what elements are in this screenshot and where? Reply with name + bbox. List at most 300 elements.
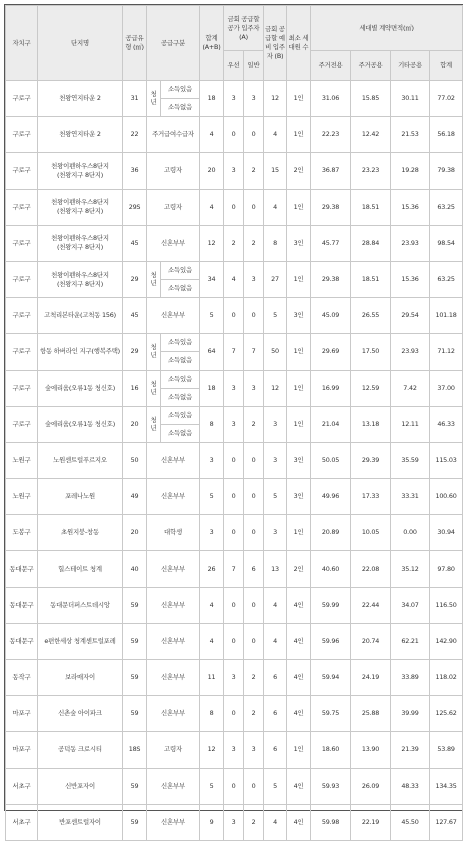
exclusive-area-cell: 59.96 — [311, 623, 351, 659]
supply-category-cell: 고령자 — [147, 153, 200, 189]
general-cell: 3 — [244, 732, 264, 768]
exclusive-area-cell: 21.04 — [311, 406, 351, 442]
priority-cell: 7 — [224, 551, 244, 587]
min-household-cell: 1인 — [287, 406, 311, 442]
general-cell: 3 — [244, 81, 264, 117]
priority-cell: 0 — [224, 515, 244, 551]
complex-cell — [38, 804, 123, 840]
header-district: 자치구 — [6, 6, 38, 81]
other-shared-area-cell: 48.33 — [391, 768, 430, 804]
min-household-cell: 2인 — [287, 551, 311, 587]
total-cell: 3 — [200, 515, 224, 551]
complex-cell — [38, 479, 123, 515]
district-cell: 동대문구 — [6, 587, 38, 623]
shared-area-cell: 13.90 — [351, 732, 391, 768]
shared-area-cell: 28.84 — [351, 225, 391, 261]
complex-cell — [38, 370, 123, 406]
other-shared-area-cell: 62.21 — [391, 623, 430, 659]
shared-area-cell: 17.50 — [351, 334, 391, 370]
priority-cell: 0 — [224, 117, 244, 153]
general-cell: 0 — [244, 515, 264, 551]
complex-name-line: 천왕이펜하우스8단지 — [51, 198, 109, 207]
housing-supply-table — [5, 5, 463, 841]
exclusive-area-cell: 22.23 — [311, 117, 351, 153]
total-cell: 12 — [200, 225, 224, 261]
other-shared-area-cell: 15.36 — [391, 261, 430, 297]
complex-name-line: 공덕동 크로시티 — [58, 745, 102, 754]
priority-cell: 3 — [224, 370, 244, 406]
complex-name-line: 포레나노원 — [65, 492, 95, 501]
district-cell: 노원구 — [6, 442, 38, 478]
supply-category-cell: 신혼부부 — [147, 298, 200, 334]
exclusive-area-cell: 49.96 — [311, 479, 351, 515]
district-cell: 서초구 — [6, 768, 38, 804]
complex-name-line: 천왕이펜하우스8단지 — [51, 234, 109, 243]
area-total-cell: 30.94 — [430, 515, 463, 551]
general-cell: 2 — [244, 804, 264, 840]
complex-name-line: 천왕연지타운 2 — [59, 130, 101, 139]
header-other-shared: 기타공용 — [391, 51, 430, 81]
priority-cell: 0 — [224, 298, 244, 334]
supply-category-cell: 소득있음 — [161, 334, 200, 352]
exclusive-area-cell: 45.09 — [311, 298, 351, 334]
priority-cell: 0 — [224, 442, 244, 478]
complex-name-line: (천왕지구 8단지) — [56, 170, 104, 179]
other-shared-area-cell: 45.50 — [391, 804, 430, 840]
district-cell: 동대문구 — [6, 623, 38, 659]
general-cell: 0 — [244, 768, 264, 804]
header-area-total: 합계 — [430, 51, 463, 81]
table-row — [6, 768, 463, 804]
reserve-cell: 50 — [264, 334, 287, 370]
table-row — [6, 732, 463, 768]
area-total-cell: 142.90 — [430, 623, 463, 659]
priority-cell: 0 — [224, 623, 244, 659]
reserve-cell: 4 — [264, 804, 287, 840]
min-household-cell: 1인 — [287, 732, 311, 768]
reserve-cell: 12 — [264, 81, 287, 117]
table-row — [6, 515, 463, 551]
supply-category-cell: 고령자 — [147, 732, 200, 768]
exclusive-area-cell: 50.05 — [311, 442, 351, 478]
supply-category-cell: 신혼부부 — [147, 225, 200, 261]
other-shared-area-cell: 15.36 — [391, 189, 430, 225]
table-row — [6, 334, 463, 352]
complex-name-line: 힐스테이트 청계 — [58, 564, 102, 573]
complex-name-line: (천왕지구 8단지) — [56, 279, 104, 288]
table-row — [6, 479, 463, 515]
min-household-cell: 4인 — [287, 696, 311, 732]
table-header — [6, 6, 463, 81]
table-body — [6, 81, 463, 841]
complex-name-line: 항동 하버라인 지구(행복주택) — [40, 347, 120, 356]
youth-label-char: 년 — [150, 98, 157, 107]
exclusive-area-cell: 29.38 — [311, 261, 351, 297]
table-row — [6, 225, 463, 261]
youth-label-char: 청 — [150, 343, 157, 352]
supply-type-cell: 49 — [123, 479, 147, 515]
complex-cell — [38, 81, 123, 117]
complex-cell — [38, 442, 123, 478]
supply-type-cell: 29S — [123, 189, 147, 225]
area-total-cell: 56.18 — [430, 117, 463, 153]
exclusive-area-cell: 18.60 — [311, 732, 351, 768]
min-household-cell: 4인 — [287, 804, 311, 840]
reserve-cell: 5 — [264, 298, 287, 334]
complex-name-line: (천왕지구 8단지) — [56, 207, 104, 216]
table-row — [6, 117, 463, 153]
supply-type-cell: 20 — [123, 406, 147, 442]
youth-label — [147, 334, 161, 370]
total-cell: 5 — [200, 479, 224, 515]
total-cell: 9 — [200, 804, 224, 840]
district-cell: 구로구 — [6, 406, 38, 442]
complex-name-line: 초원지붕-창동 — [61, 528, 99, 537]
exclusive-area-cell: 36.87 — [311, 153, 351, 189]
exclusive-area-cell: 29.38 — [311, 189, 351, 225]
complex-name-line: (천왕지구 8단지) — [56, 243, 104, 252]
district-cell: 도봉구 — [6, 515, 38, 551]
header-area-group: 세대별 계약면적(㎡) — [311, 6, 463, 51]
complex-name-line: 신반포자이 — [65, 781, 95, 790]
district-cell: 마포구 — [6, 732, 38, 768]
area-total-cell: 127.67 — [430, 804, 463, 840]
reserve-cell: 3 — [264, 515, 287, 551]
supply-category-cell: 신혼부부 — [147, 623, 200, 659]
complex-cell — [38, 406, 123, 442]
other-shared-area-cell: 7.42 — [391, 370, 430, 406]
priority-cell: 3 — [224, 81, 244, 117]
exclusive-area-cell: 16.99 — [311, 370, 351, 406]
other-shared-area-cell: 34.07 — [391, 587, 430, 623]
table-row — [6, 261, 463, 279]
district-cell: 구로구 — [6, 225, 38, 261]
reserve-cell: 4 — [264, 623, 287, 659]
table-row — [6, 189, 463, 225]
general-cell: 0 — [244, 189, 264, 225]
complex-cell — [38, 696, 123, 732]
housing-supply-table-frame — [4, 4, 463, 826]
table-row — [6, 81, 463, 99]
youth-label — [147, 261, 161, 297]
general-cell: 7 — [244, 334, 264, 370]
table-row — [6, 551, 463, 587]
supply-category-cell: 주거급여수급자 — [147, 117, 200, 153]
priority-cell: 0 — [224, 189, 244, 225]
general-cell: 2 — [244, 696, 264, 732]
priority-cell: 0 — [224, 587, 244, 623]
shared-area-cell: 15.85 — [351, 81, 391, 117]
shared-area-cell: 18.51 — [351, 261, 391, 297]
min-household-cell: 3인 — [287, 442, 311, 478]
supply-type-cell: 31 — [123, 81, 147, 117]
youth-label-char: 년 — [150, 423, 157, 432]
area-total-cell: 63.25 — [430, 261, 463, 297]
table-row — [6, 406, 463, 424]
total-cell: 20 — [200, 153, 224, 189]
shared-area-cell: 10.05 — [351, 515, 391, 551]
priority-cell: 7 — [224, 334, 244, 370]
header-min-household: 최소 세대원 수 — [287, 6, 311, 81]
reserve-cell: 27 — [264, 261, 287, 297]
district-cell: 구로구 — [6, 370, 38, 406]
supply-category-cell: 소득없음 — [161, 99, 200, 117]
reserve-cell: 4 — [264, 117, 287, 153]
supply-category-cell: 소득있음 — [161, 370, 200, 388]
complex-name-line: 천왕이펜하우스8단지 — [51, 161, 109, 170]
general-cell: 3 — [244, 370, 264, 406]
district-cell: 서초구 — [6, 804, 38, 840]
table-row — [6, 153, 463, 189]
complex-cell — [38, 117, 123, 153]
table-row — [6, 370, 463, 388]
complex-name-line: 보라매자이 — [65, 673, 95, 682]
total-cell: 8 — [200, 696, 224, 732]
supply-type-cell: 59 — [123, 768, 147, 804]
header-general: 일반 — [244, 51, 264, 81]
district-cell: 구로구 — [6, 81, 38, 117]
supply-type-cell: 50 — [123, 442, 147, 478]
shared-area-cell: 13.18 — [351, 406, 391, 442]
other-shared-area-cell: 0.00 — [391, 515, 430, 551]
supply-type-cell: 59 — [123, 623, 147, 659]
other-shared-area-cell: 23.93 — [391, 225, 430, 261]
shared-area-cell: 20.74 — [351, 623, 391, 659]
total-cell: 4 — [200, 117, 224, 153]
exclusive-area-cell: 29.69 — [311, 334, 351, 370]
complex-cell — [38, 261, 123, 297]
youth-label-char: 청 — [150, 90, 157, 99]
supply-category-cell: 소득있음 — [161, 81, 200, 99]
exclusive-area-cell: 59.98 — [311, 804, 351, 840]
area-total-cell: 77.02 — [430, 81, 463, 117]
youth-label — [147, 406, 161, 442]
table-row — [6, 696, 463, 732]
other-shared-area-cell: 35.59 — [391, 442, 430, 478]
exclusive-area-cell: 59.99 — [311, 587, 351, 623]
district-cell: 마포구 — [6, 696, 38, 732]
priority-cell: 2 — [224, 225, 244, 261]
supply-type-cell: 59 — [123, 587, 147, 623]
youth-label — [147, 370, 161, 406]
priority-cell: 3 — [224, 804, 244, 840]
supply-category-cell: 신혼부부 — [147, 768, 200, 804]
other-shared-area-cell: 39.99 — [391, 696, 430, 732]
other-shared-area-cell: 35.12 — [391, 551, 430, 587]
reserve-cell: 3 — [264, 442, 287, 478]
youth-label-char: 년 — [150, 387, 157, 396]
supply-type-cell: 45 — [123, 298, 147, 334]
area-total-cell: 101.18 — [430, 298, 463, 334]
area-total-cell: 53.89 — [430, 732, 463, 768]
area-total-cell: 79.38 — [430, 153, 463, 189]
youth-label-char: 청 — [150, 379, 157, 388]
supply-type-cell: 45 — [123, 225, 147, 261]
min-household-cell: 1인 — [287, 334, 311, 370]
reserve-cell: 4 — [264, 587, 287, 623]
youth-label-char: 청 — [150, 271, 157, 280]
complex-name-line: 신촌숲 아이파크 — [58, 709, 102, 718]
total-cell: 5 — [200, 298, 224, 334]
total-cell: 11 — [200, 660, 224, 696]
district-cell: 동작구 — [6, 660, 38, 696]
supply-category-cell: 신혼부부 — [147, 587, 200, 623]
complex-cell — [38, 515, 123, 551]
general-cell: 0 — [244, 623, 264, 659]
supply-type-cell: 29 — [123, 334, 147, 370]
shared-area-cell: 17.33 — [351, 479, 391, 515]
shared-area-cell: 23.23 — [351, 153, 391, 189]
supply-type-cell: 18S — [123, 732, 147, 768]
other-shared-area-cell: 29.54 — [391, 298, 430, 334]
header-shared: 주거공용 — [351, 51, 391, 81]
complex-cell — [38, 225, 123, 261]
area-total-cell: 37.00 — [430, 370, 463, 406]
supply-category-cell: 신혼부부 — [147, 696, 200, 732]
supply-category-cell: 소득있음 — [161, 406, 200, 424]
area-total-cell: 97.80 — [430, 551, 463, 587]
district-cell: 구로구 — [6, 153, 38, 189]
supply-category-cell: 소득없음 — [161, 352, 200, 370]
complex-cell — [38, 732, 123, 768]
table-row — [6, 623, 463, 659]
area-total-cell: 125.62 — [430, 696, 463, 732]
shared-area-cell: 25.88 — [351, 696, 391, 732]
min-household-cell: 1인 — [287, 370, 311, 406]
complex-cell — [38, 551, 123, 587]
priority-cell: 4 — [224, 261, 244, 297]
supply-type-cell: 40 — [123, 551, 147, 587]
reserve-cell: 6 — [264, 660, 287, 696]
min-household-cell: 1인 — [287, 261, 311, 297]
min-household-cell: 1인 — [287, 81, 311, 117]
general-cell: 0 — [244, 117, 264, 153]
supply-type-cell: 16 — [123, 370, 147, 406]
reserve-cell: 6 — [264, 696, 287, 732]
complex-name-line: 숲에리움(오류1동 청신호) — [44, 383, 116, 392]
min-household-cell: 4인 — [287, 623, 311, 659]
header-this-round-group: 금회 공급할 공가 입주자 (A) — [224, 6, 264, 51]
supply-category-cell: 신혼부부 — [147, 660, 200, 696]
reserve-cell: 4 — [264, 189, 287, 225]
table-row — [6, 804, 463, 840]
shared-area-cell: 12.59 — [351, 370, 391, 406]
area-total-cell: 118.02 — [430, 660, 463, 696]
exclusive-area-cell: 59.75 — [311, 696, 351, 732]
other-shared-area-cell: 21.39 — [391, 732, 430, 768]
other-shared-area-cell: 21.53 — [391, 117, 430, 153]
shared-area-cell: 29.39 — [351, 442, 391, 478]
complex-cell — [38, 334, 123, 370]
other-shared-area-cell: 12.11 — [391, 406, 430, 442]
header-supply-type: 공급유형 (㎡) — [123, 6, 147, 81]
supply-category-cell: 대학생 — [147, 515, 200, 551]
district-cell: 노원구 — [6, 479, 38, 515]
complex-cell — [38, 768, 123, 804]
reserve-cell: 15 — [264, 153, 287, 189]
other-shared-area-cell: 19.28 — [391, 153, 430, 189]
priority-cell: 0 — [224, 479, 244, 515]
area-total-cell: 115.03 — [430, 442, 463, 478]
district-cell: 구로구 — [6, 261, 38, 297]
min-household-cell: 1인 — [287, 515, 311, 551]
other-shared-area-cell: 33.31 — [391, 479, 430, 515]
area-total-cell: 71.12 — [430, 334, 463, 370]
total-cell: 18 — [200, 370, 224, 406]
district-cell: 구로구 — [6, 298, 38, 334]
complex-name-line: 천왕이펜하우스8단지 — [51, 270, 109, 279]
general-cell: 2 — [244, 660, 264, 696]
other-shared-area-cell: 23.93 — [391, 334, 430, 370]
supply-type-cell: 20 — [123, 515, 147, 551]
district-cell: 동대문구 — [6, 551, 38, 587]
reserve-cell: 5 — [264, 479, 287, 515]
area-total-cell: 63.25 — [430, 189, 463, 225]
header-reserve: 금회 공급할 예비 입주자 (B) — [264, 6, 287, 81]
shared-area-cell: 26.55 — [351, 298, 391, 334]
exclusive-area-cell: 31.06 — [311, 81, 351, 117]
shared-area-cell: 24.19 — [351, 660, 391, 696]
total-cell: 12 — [200, 732, 224, 768]
supply-category-cell: 소득없음 — [161, 424, 200, 442]
header-complex: 단지명 — [38, 6, 123, 81]
header-priority: 우선 — [224, 51, 244, 81]
supply-type-cell: 59 — [123, 660, 147, 696]
complex-name-line: 노원센트럴푸르지오 — [53, 455, 107, 464]
supply-category-cell: 신혼부부 — [147, 442, 200, 478]
priority-cell: 3 — [224, 406, 244, 442]
min-household-cell: 3인 — [287, 479, 311, 515]
exclusive-area-cell: 20.89 — [311, 515, 351, 551]
header-total: 합계 (A+B) — [200, 6, 224, 81]
reserve-cell: 8 — [264, 225, 287, 261]
shared-area-cell: 12.42 — [351, 117, 391, 153]
priority-cell: 3 — [224, 660, 244, 696]
header-exclusive: 주거전용 — [311, 51, 351, 81]
total-cell: 34 — [200, 261, 224, 297]
reserve-cell: 5 — [264, 768, 287, 804]
youth-label-char: 년 — [150, 279, 157, 288]
complex-name-line: 숲에리움(오류1동 청신호) — [44, 419, 116, 428]
supply-category-cell: 신혼부부 — [147, 479, 200, 515]
general-cell: 3 — [244, 261, 264, 297]
other-shared-area-cell: 30.11 — [391, 81, 430, 117]
min-household-cell: 4인 — [287, 768, 311, 804]
total-cell: 4 — [200, 587, 224, 623]
reserve-cell: 6 — [264, 732, 287, 768]
supply-category-cell: 고령자 — [147, 189, 200, 225]
complex-name-line: 고척리본타운(고척동 156) — [44, 311, 116, 320]
priority-cell: 3 — [224, 153, 244, 189]
supply-type-cell: 36 — [123, 153, 147, 189]
complex-cell — [38, 189, 123, 225]
district-cell: 구로구 — [6, 334, 38, 370]
general-cell: 6 — [244, 551, 264, 587]
general-cell: 2 — [244, 153, 264, 189]
total-cell: 5 — [200, 768, 224, 804]
supply-type-cell: 22 — [123, 117, 147, 153]
shared-area-cell: 22.19 — [351, 804, 391, 840]
area-total-cell: 100.60 — [430, 479, 463, 515]
shared-area-cell: 18.51 — [351, 189, 391, 225]
district-cell: 구로구 — [6, 189, 38, 225]
area-total-cell: 134.35 — [430, 768, 463, 804]
min-household-cell: 1인 — [287, 189, 311, 225]
min-household-cell: 1인 — [287, 117, 311, 153]
complex-cell — [38, 660, 123, 696]
total-cell: 26 — [200, 551, 224, 587]
youth-label-char: 청 — [150, 415, 157, 424]
